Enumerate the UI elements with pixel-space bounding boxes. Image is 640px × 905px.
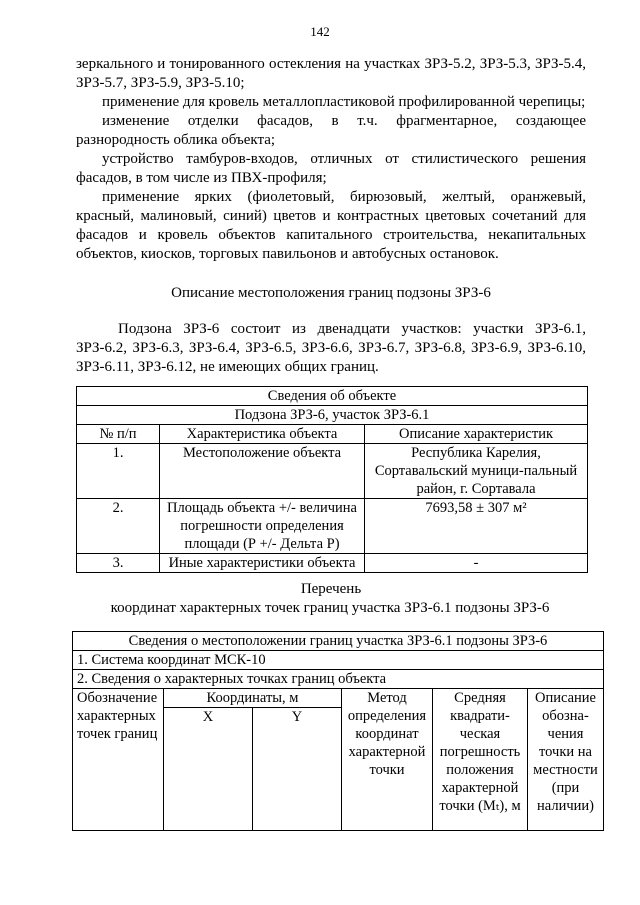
list-subtitle: координат характерных точек границ участка ЗРЗ-6.1 подзоны ЗРЗ-6 [110, 600, 550, 616]
row-characteristic: Иные характеристики объекта [160, 554, 365, 573]
column-header-error: Средняя квадрати-ческая погрешность положения характерной точки (Mₜ), м [433, 689, 528, 831]
table-subtitle: Подзона ЗРЗ-6, участок ЗРЗ-6.1 [77, 406, 588, 425]
row-characteristic: Площадь объекта +/- величина погрешности определения площади (Р +/- Дельта Р) [160, 499, 365, 554]
paragraph: устройство тамбуров-входов, отличных от стилистического решения фасадов, в том числе из ПВХ-профиля; [76, 151, 586, 186]
table-row [77, 554, 588, 573]
coordinate-system: 1. Система координат МСК-10 [73, 651, 604, 670]
section-intro: Подзона ЗРЗ-6 состоит из двенадцати участков: участки ЗРЗ-6.1, ЗРЗ-6.2, ЗРЗ-6.3, ЗРЗ-6.4, ЗРЗ-6.5, ЗРЗ-6.6, ЗРЗ-6.7, ЗРЗ-6.8, ЗРЗ-6.9, ЗРЗ-6.10, ЗРЗ-6.11, ЗРЗ-6.12, не имеющих общих границ. [76, 321, 586, 375]
section-title: Описание местоположения границ подзоны ЗРЗ-6 [171, 285, 491, 301]
table-header-row [77, 425, 588, 444]
row-number: 1. [77, 444, 160, 499]
table-title: Сведения об объекте [77, 387, 588, 406]
column-header-method: Метод определения координат характерной точки [342, 689, 433, 831]
row-number: 2. [77, 499, 160, 554]
points-title: 2. Сведения о характерных точках границ объекта [73, 670, 604, 689]
object-info-table [76, 386, 588, 573]
body-text [76, 55, 586, 264]
table-title: Сведения о местоположении границ участка ЗРЗ-6.1 подзоны ЗРЗ-6 [73, 632, 604, 651]
page-number: 142 [310, 24, 330, 39]
row-description: 7693,58 ± 307 м² [365, 499, 588, 554]
list-title: Перечень [300, 581, 362, 597]
row-characteristic: Местоположение объекта [160, 444, 365, 499]
paragraph: изменение отделки фасадов, в т.ч. фрагментарное, создающее разнородность облика объекта; [76, 113, 586, 148]
column-header: № п/п [77, 425, 160, 444]
table-header-row [73, 689, 604, 708]
column-header-x: X [164, 708, 253, 831]
paragraph: применение ярких (фиолетовый, бирюзовый, желтый, оранжевый, красный, малиновый, синий) цветов и контрастных цветовых сочетаний для фасадов и кровель объектов капитального строительства, некапитальных объектов, киосков, торговых павильонов и автобусных остановок. [76, 189, 586, 262]
paragraph: применение для кровель металлопластиковой профилированной черепицы; [102, 94, 586, 110]
column-header-y: Y [253, 708, 342, 831]
coordinates-table [72, 631, 604, 831]
row-number: 3. [77, 554, 160, 573]
table-row [77, 499, 588, 554]
table-row [77, 444, 588, 499]
row-description: - [365, 554, 588, 573]
paragraph: зеркального и тонированного остекления на участках ЗРЗ-5.2, ЗРЗ-5.3, ЗРЗ-5.4, ЗРЗ-5.7, ЗРЗ-5.9, ЗРЗ-5.10; [76, 56, 586, 91]
column-header-coordinates: Координаты, м [164, 689, 342, 708]
column-header: Характеристика объекта [160, 425, 365, 444]
row-description: Республика Карелия, Сортавальский муници-пальный район, г. Сортавала [365, 444, 588, 499]
column-header-designation: Обозначение характерных точек границ [73, 689, 164, 831]
column-header: Описание характеристик [365, 425, 588, 444]
column-header-description: Описание обозна-чения точки на местности (при наличии) [528, 689, 604, 831]
